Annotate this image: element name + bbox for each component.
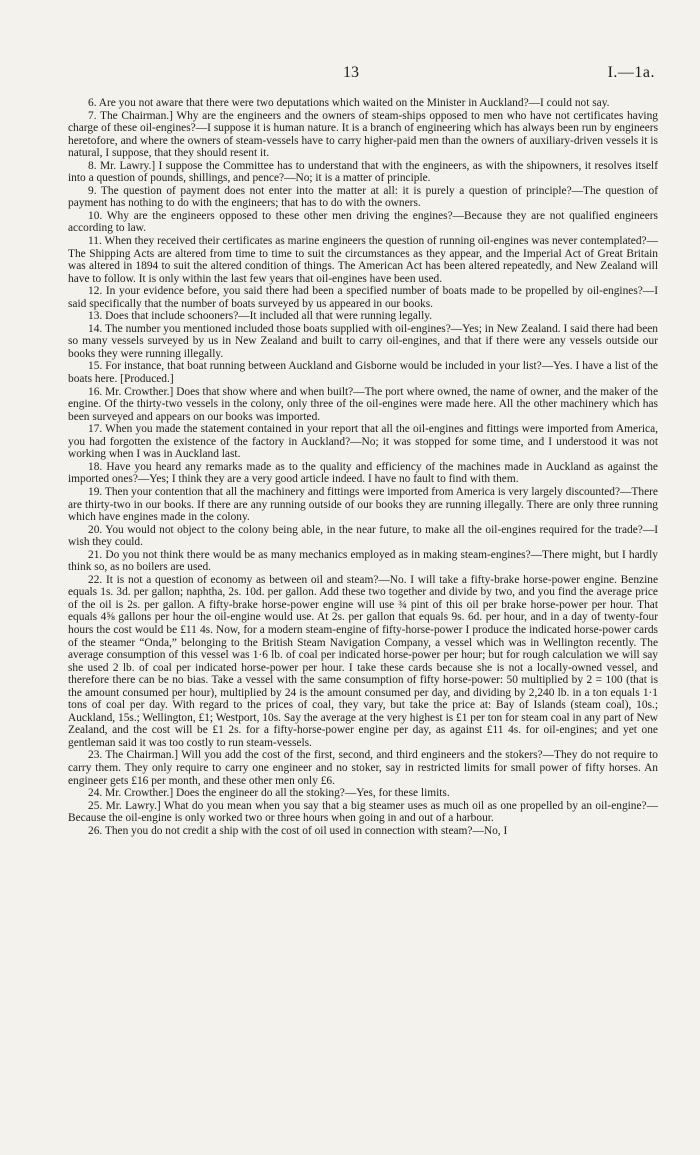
paragraph-q9: 9. The question of payment does not enter into the matter at all: it is purely a question of principle?—The question of payment has nothing to do with the engineers; that has to do with the owners. [68,184,658,210]
page-number: 13 [343,64,359,81]
paragraph-q24: 24. Mr. Crowther.] Does the engineer do all the stoking?—Yes, for these limits. [88,787,450,800]
paper-reference: I.—1a. [607,64,655,81]
paragraph-q6: 6. Are you not aware that there were two deputations which waited on the Minister in Auckland?—I could not say. [88,97,610,109]
paragraph-q7: 7. The Chairman.] Why are the engineers and the owners of steam-ships opposed to men who have not certificates having charge of these oil-engines?—I suppose it is human nature. It is a branch of engineering which has always been run by engineers heretofore, and where the owners of steam-vessels have to carry higher-paid men than the owners of auxiliary-driven vessels it is natural, I suppose, that they should resent it. [68,109,658,160]
paragraph-q12: 12. In your evidence before, you said there had been a specified number of boats made to be propelled by oil-engines?—I said specifically that the number of boats surveyed by us appeared in our books. [68,285,658,310]
paragraph-q23: 23. The Chairman.] Will you add the cost of the first, second, and third engineers and the stokers?—They do not require to carry them. They only require to carry one engineer and no stoker, say in restricted limits for small power of fifty horses. An engineer gets £16 per month, and these other men only £6. [68,749,658,787]
paragraph-q16: 16. Mr. Crowther.] Does that show where and when built?—The port where owned, the name of owner, and the maker of the engine. Of the thirty-two vessels in the colony, only three of the oil-engines were made here. All the other machinery which has been surveyed and appears on our books was imported. [68,385,658,423]
paragraph-q22: 22. It is not a question of economy as between oil and steam?—No. I will take a fifty-brake horse-power engine. Benzine equals 1s. 3d. per gallon; naphtha, 2s. 10d. per gallon. Add these two together and divide by two, and you find the average price of the oil is 2s. per gallon. A fifty-brake horse-power engine will use ¾ pint of this oil per brake horse-power per hour. That equals 4⅝ gallons per hour the oil-engine would use. At 2s. per gallon that equals 9s. 6d. per hour, and in a day of twenty-four hours the cost would be £11 4s. Now, for a modern steam-engine of fifty-horse-power I produce the indicated horse-power cards of the steamer “Onda,” belonging to the British Steam Navigation Company, a vessel which was in Wellington recently. The average consumption of this vessel was 1·6 lb. of coal per indicated horse-power per hour; but for rough calculation we will say she used 2 lb. of coal per indicated horse-power per hour. I take these cards because she is not a locally-owned vessel, and therefore there can be no bias. Take a vessel with the same consumption of fifty horse-power: 50 multiplied by 2 = 100 (that is the amount consumed per hour), multiplied by 24 is the amount consumed per day, and dividing by 2,240 lb. in a ton equals 1·1 tons of coal per day. With regard to the prices of coal, they vary, but take the price at: Bay of Islands (steam coal), 10s.; Auckland, 15s.; Wellington, £1; Westport, 10s. Say the average at the very highest is £1 per ton for steam coal in any part of New Zealand, and the cost will be £1 2s. for a fifty-horse-power engine per day, as against £11 4s. for oil-engines; and yet one gentleman said it was too costly to run steam-vessels. [68,573,658,749]
paragraph-q21: 21. Do you not think there would be as many mechanics employed as in making steam-engines?—There might, but I hardly think so, as no boilers are used. [68,548,658,574]
paragraph-q26: 26. Then you do not credit a ship with the cost of oil used in connection with steam?—No, I [88,824,508,837]
paragraph-q20: 20. You would not object to the colony being able, in the near future, to make all the oil-engines required for the trade?—I wish they could. [68,523,658,549]
paragraph-q8: 8. Mr. Lawry.] I suppose the Committee has to understand that with the engineers, as with the shipowners, it resolves itself into a question of pounds, shillings, and pence?—No; it is a matter of principle. [68,159,658,185]
paragraph-q15: 15. For instance, that boat running between Auckland and Gisborne would be included in your list?—Yes. I have a list of the boats here. [Produced.] [68,360,658,386]
paragraph-q17: 17. When you made the statement contained in your report that all the oil-engines and fittings were imported from America, you had forgotten the existence of the factory in Auckland?—No; it was stopped for some time, and I understood it was not working when I was in Auckland last. [68,423,658,461]
paragraph-q11: 11. When they received their certificates as marine engineers the question of running oil-engines was never contemplated?—The Shipping Acts are altered from time to time to suit the circumstances as they appear, and the Imperial Act of Great Britain was altered in 1894 to suit the altered condition of things. The American Act has been altered repeatedly, and New Zealand will have to follow. It is only within the last few years that oil-engines have been used. [68,235,658,285]
body-text [68,97,658,837]
paragraph-q19: 19. Then your contention that all the machinery and fittings were imported from America is very largely discounted?—There are thirty-two in our books. If there are any running outside of our books they are running illegally. There are only three running which have engines made in the colony. [68,485,658,524]
paragraph-q13: 13. Does that include schooners?—It included all that were running legally. [88,310,433,323]
paragraph-q25: 25. Mr. Lawry.] What do you mean when you say that a big steamer uses as much oil as one propelled by an oil-engine?—Because the oil-engine is only worked two or three hours when going in and out of a harbour. [68,799,658,825]
paragraph-q10: 10. Why are the engineers opposed to these other men driving the engines?—Because they are not qualified engineers according to law. [68,209,658,235]
paragraph-q18: 18. Have you heard any remarks made as to the quality and efficiency of the machines made in Auckland as against the imported ones?—Yes; I think they are a very good article indeed. I have no fault to find with them. [68,460,658,486]
page-header [0,64,700,84]
paragraph-q14: 14. The number you mentioned included those boats supplied with oil-engines?—Yes; in New Zealand. I said there had been so many vessels surveyed by us in New Zealand and built to carry oil-engines, and that if there were any vessels outside our books they were running illegally. [68,322,658,360]
